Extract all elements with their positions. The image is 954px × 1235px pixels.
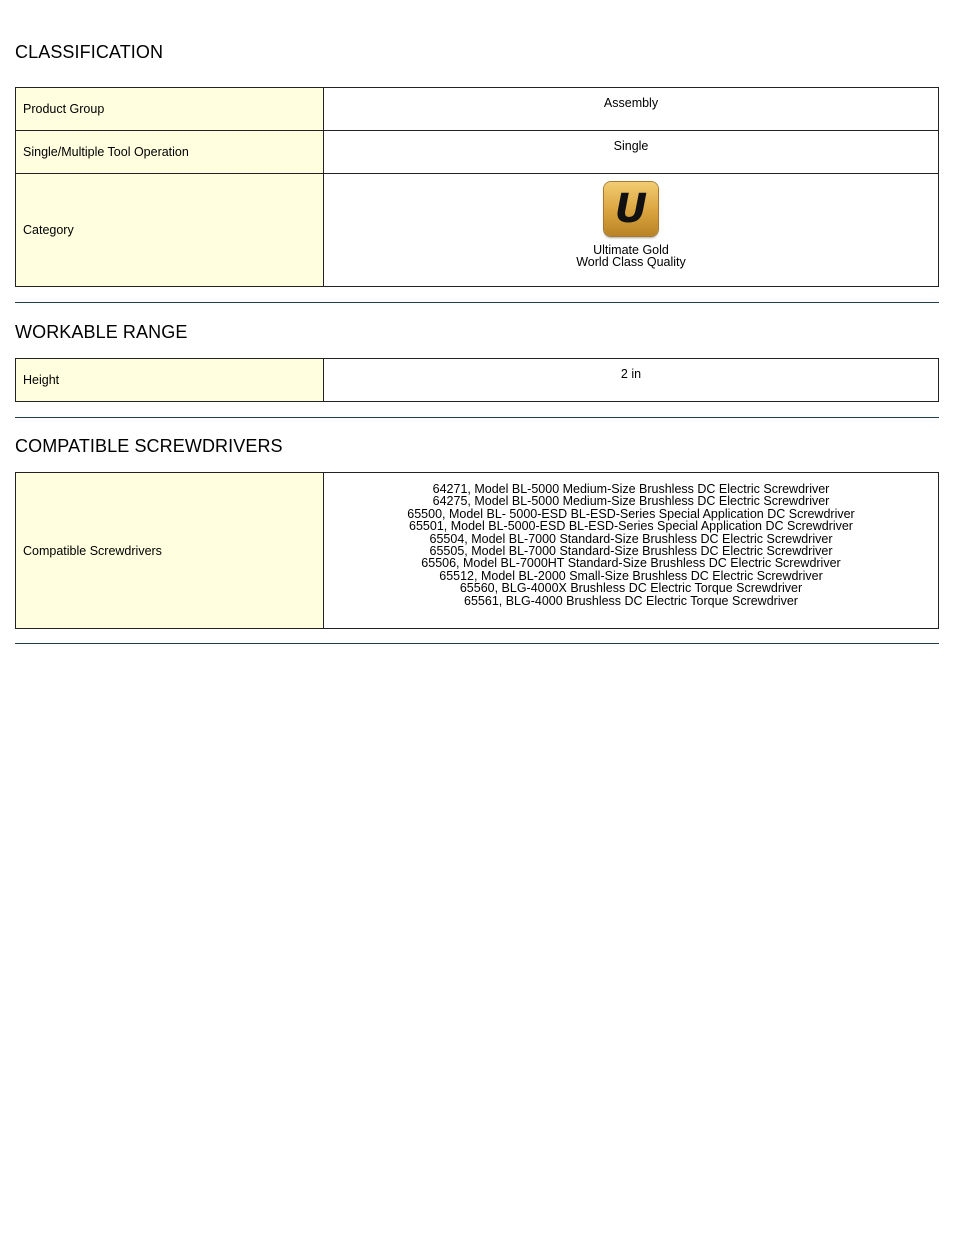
list-item: 64275, Model BL-5000 Medium-Size Brushless DC Electric Screwdriver <box>432 494 830 509</box>
ultimate-gold-badge-icon: U <box>604 182 658 236</box>
row-label: Height <box>16 359 324 402</box>
row-label: Product Group <box>16 88 324 131</box>
category-line: World Class Quality <box>576 255 686 270</box>
section-title-compatible-screwdrivers: COMPATIBLE SCREWDRIVERS <box>15 436 283 456</box>
row-value: Assembly <box>324 88 939 131</box>
list-item: 65500, Model BL- 5000-ESD BL-ESD-Series Special Application DC Screwdriver <box>407 506 855 521</box>
row-value: Single <box>324 131 939 174</box>
list-item: 65512, Model BL-2000 Small-Size Brushless DC Electric Screwdriver <box>439 568 823 583</box>
category-value <box>324 174 939 287</box>
section-title-classification: CLASSIFICATION <box>15 42 164 62</box>
category-description <box>324 244 938 269</box>
list-item: 65506, Model BL-7000HT Standard-Size Brushless DC Electric Screwdriver <box>421 556 841 571</box>
list-item: 65561, BLG-4000 Brushless DC Electric Torque Screwdriver <box>464 593 798 608</box>
table-row <box>16 88 939 131</box>
category-line: Ultimate Gold <box>593 243 669 257</box>
compatible-screwdrivers-table <box>15 472 939 629</box>
classification-table <box>15 87 939 287</box>
workable-range-table <box>15 358 939 402</box>
list-item: 65501, Model BL-5000-ESD BL-ESD-Series Special Application DC Screwdriver <box>409 519 853 534</box>
table-row <box>16 131 939 174</box>
list-item: 65505, Model BL-7000 Standard-Size Brushless DC Electric Screwdriver <box>429 544 833 559</box>
row-label: Compatible Screwdrivers <box>16 473 324 629</box>
section-divider <box>15 417 939 418</box>
row-label: Category <box>16 174 324 287</box>
table-row <box>16 359 939 402</box>
list-item: 65504, Model BL-7000 Standard-Size Brushless DC Electric Screwdriver <box>429 531 833 546</box>
row-value: 2 in <box>324 359 939 402</box>
list-item: 65560, BLG-4000X Brushless DC Electric Torque Screwdriver <box>459 581 803 596</box>
screwdriver-list <box>324 473 939 629</box>
section-divider <box>15 643 939 644</box>
section-title-workable-range: WORKABLE RANGE <box>15 322 188 342</box>
table-row <box>16 473 939 629</box>
row-label: Single/Multiple Tool Operation <box>16 131 324 174</box>
list-item: 64271, Model BL-5000 Medium-Size Brushless DC Electric Screwdriver <box>432 482 830 496</box>
table-row <box>16 174 939 287</box>
spec-page <box>15 0 939 644</box>
section-divider <box>15 302 939 303</box>
